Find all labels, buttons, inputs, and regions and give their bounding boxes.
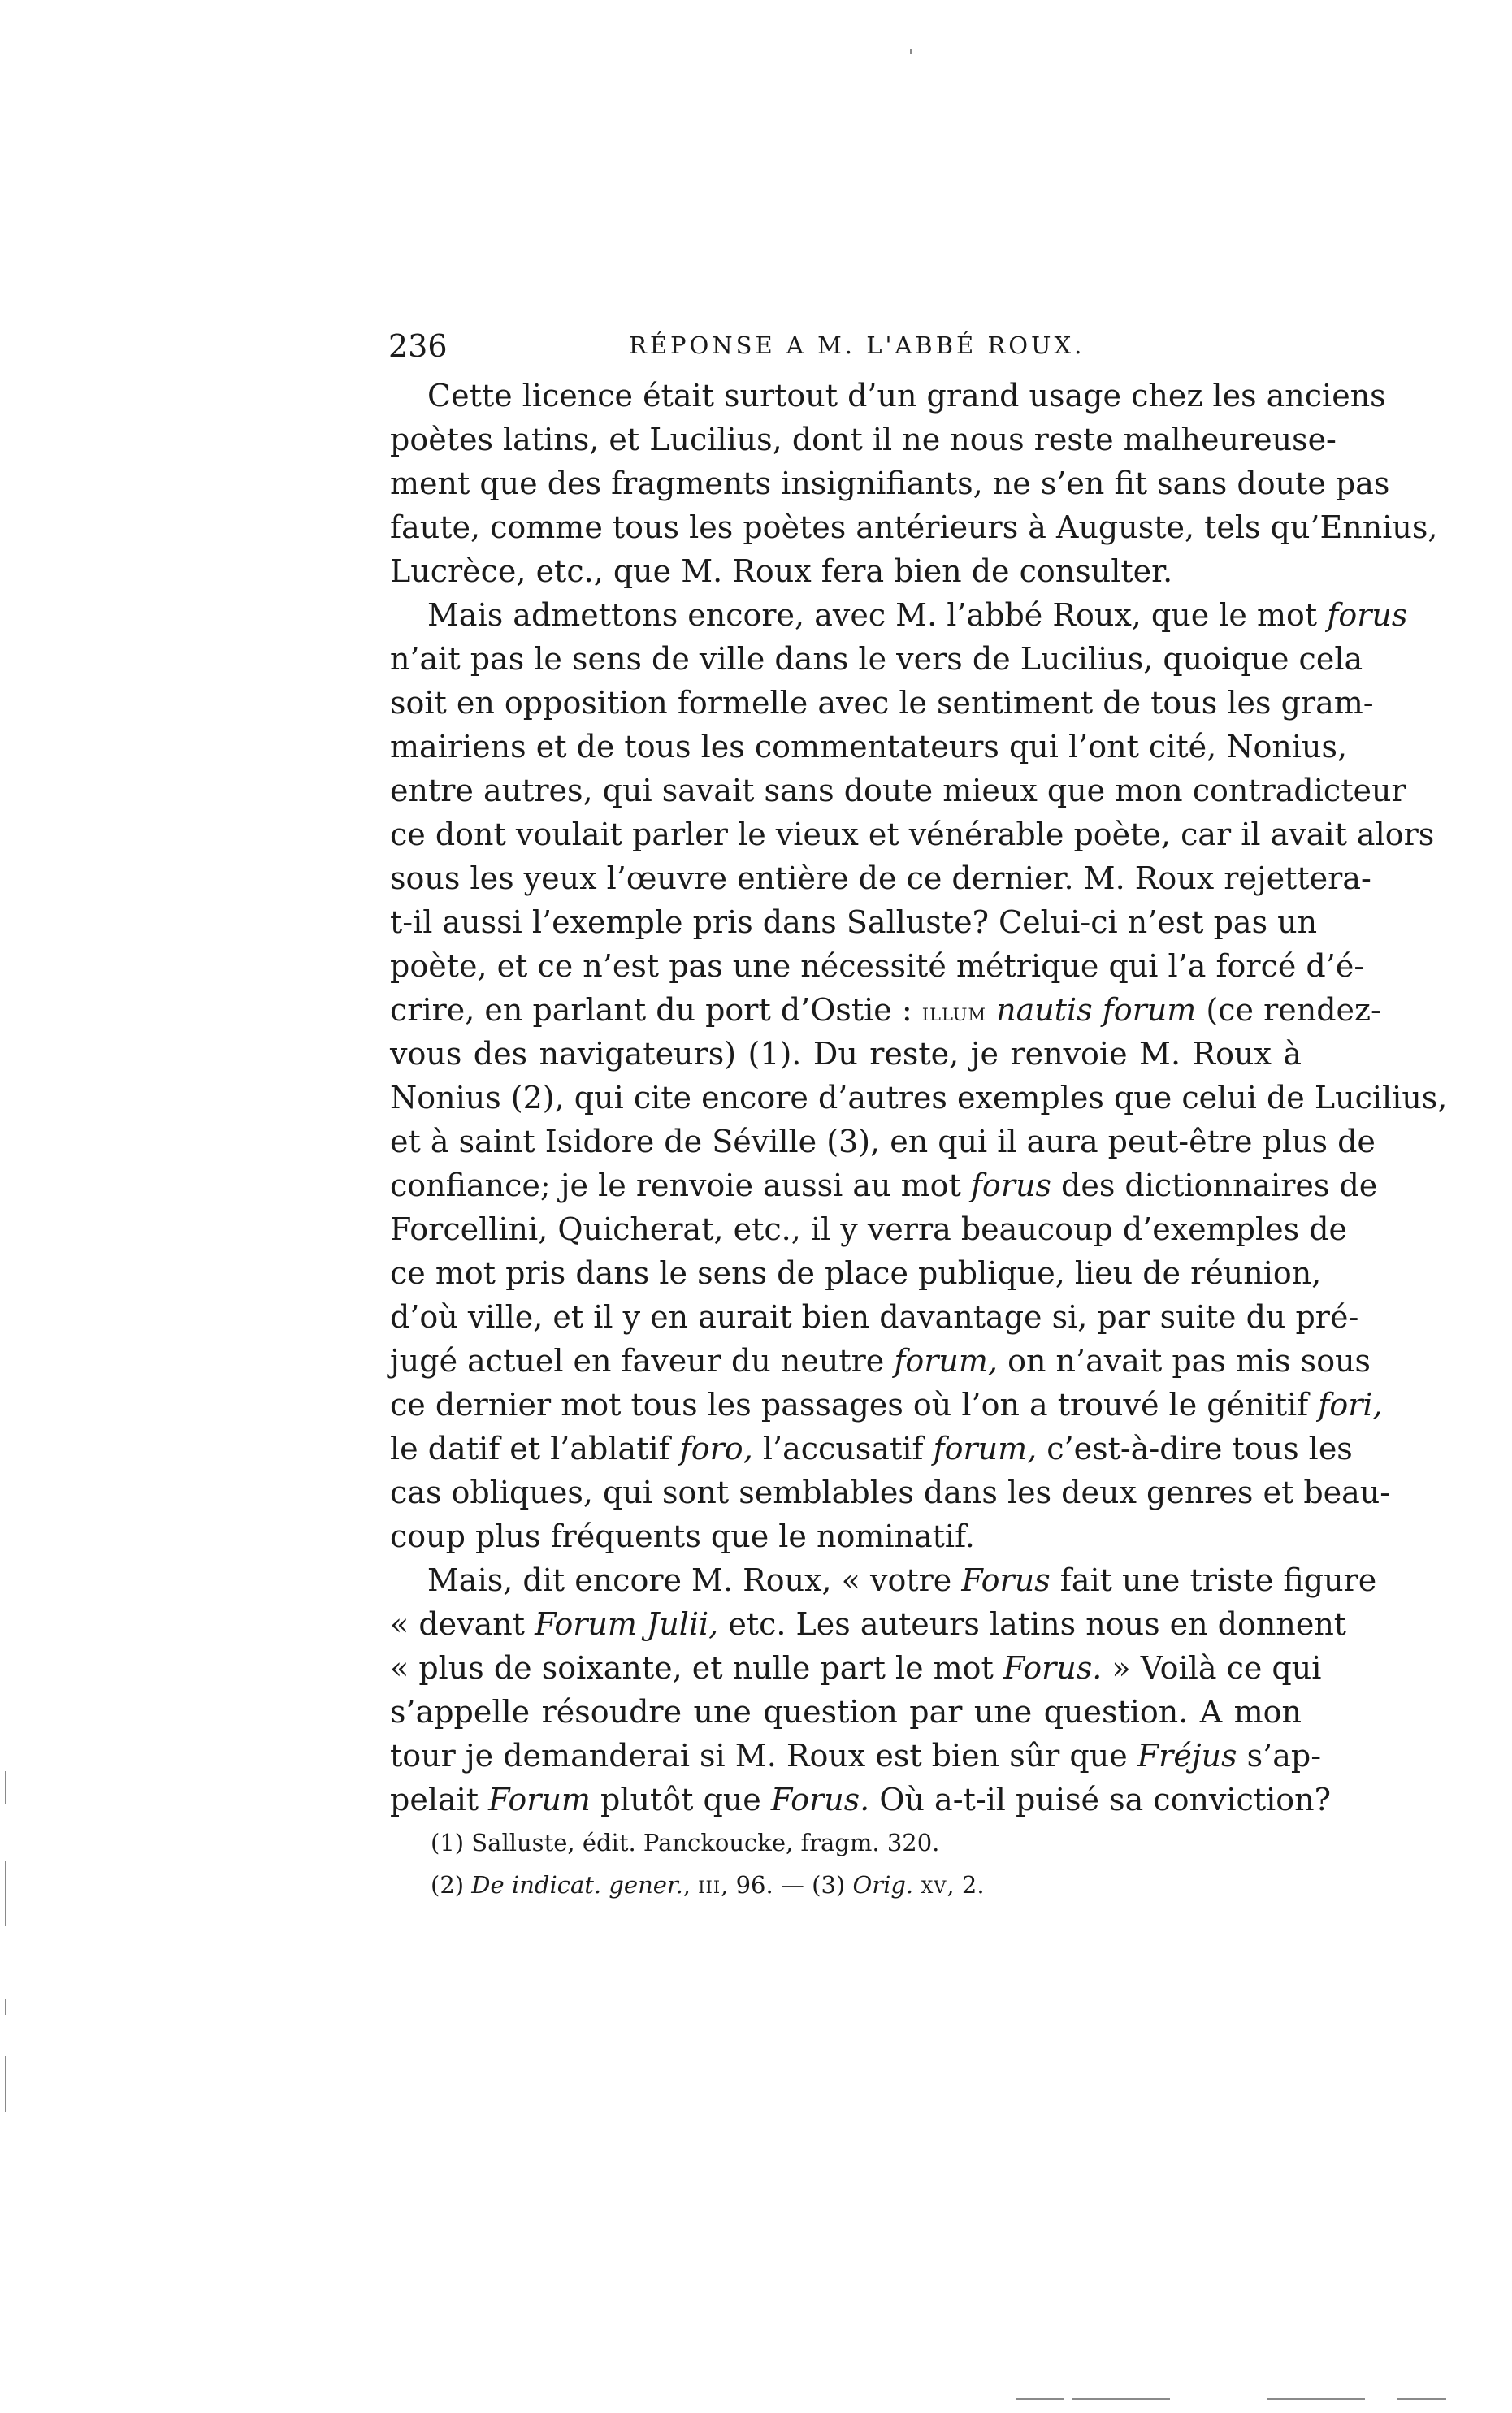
scan-mark: [5, 2056, 6, 2112]
italic-word: Forus: [961, 1562, 1051, 1598]
text-line: n’ait pas le sens de ville dans le vers de Lucilius, quoique cela: [390, 641, 1363, 677]
italic-word: foro,: [679, 1431, 753, 1466]
text-span: tour je demanderai si M. Roux est bien sûr que: [390, 1738, 1137, 1774]
scan-mark: [1016, 2398, 1064, 2400]
small-caps-word: iii: [698, 1871, 721, 1900]
text-span: pelait: [390, 1782, 489, 1817]
text-line: ce mot pris dans le sens de place publique, lieu de réunion,: [390, 1255, 1322, 1291]
text-span: Mais, dit encore M. Roux, « votre: [427, 1562, 962, 1598]
italic-word: forum,: [894, 1343, 999, 1379]
page-header: [388, 328, 1306, 377]
text-line: poètes latins, et Lucilius, dont il ne nous reste malheureuse-: [390, 422, 1337, 457]
text-span: [913, 1871, 921, 1899]
text-span: » Voilà ce qui: [1102, 1650, 1322, 1686]
text-line: [390, 988, 1381, 1032]
scan-mark: [1072, 2398, 1170, 2400]
footnote-2: [431, 1864, 1292, 1906]
small-caps-word: xv: [921, 1871, 947, 1900]
text-span: ,: [682, 1871, 699, 1899]
text-line: sous les yeux l’œuvre entière de ce dernier. M. Roux rejettera-: [390, 860, 1371, 896]
text-span: « devant: [390, 1606, 535, 1642]
text-line: [390, 1602, 1347, 1646]
italic-word: fori,: [1318, 1387, 1383, 1423]
text-line: mairiens et de tous les commentateurs qui l’ont cité, Nonius,: [390, 729, 1348, 765]
text-line: ment que des fragments insignifiants, ne s’en fit sans doute pas: [390, 466, 1390, 501]
text-span: Où a-t-il puisé sa conviction?: [869, 1782, 1331, 1817]
text-span: etc. Les auteurs latins nous en donnent: [718, 1606, 1347, 1642]
text-span: jugé actuel en faveur du neutre: [390, 1343, 895, 1379]
text-line: [390, 1163, 1378, 1207]
text-span: (2): [431, 1871, 472, 1899]
scan-mark: [5, 1999, 6, 2015]
text-line: [390, 1427, 1353, 1471]
text-line: [390, 1734, 1322, 1778]
scan-mark: [5, 1861, 6, 1926]
scan-mark: [910, 49, 912, 54]
text-span: le datif et l’ablatif: [390, 1431, 680, 1466]
text-span: crire, en parlant du port d’Ostie :: [390, 992, 922, 1028]
small-caps-word: illum: [921, 999, 987, 1027]
text-line: Nonius (2), qui cite encore d’autres exemples que celui de Lucilius,: [390, 1080, 1448, 1116]
footnotes: [431, 1822, 1292, 1906]
text-span: plutôt que: [590, 1782, 771, 1817]
scan-mark: [1397, 2398, 1446, 2400]
text-line: cas obliques, qui sont semblables dans les deux genres et beau-: [390, 1475, 1391, 1510]
italic-word: Fréjus: [1137, 1738, 1237, 1774]
italic-word: Forus.: [1003, 1650, 1103, 1686]
italic-word: forus: [1327, 597, 1408, 633]
footnote-1: (1) Salluste, édit. Panckoucke, fragm. 320.: [431, 1829, 940, 1856]
text-line: [390, 593, 1408, 637]
text-line: s’appelle résoudre une question par une question. A mon: [390, 1694, 1302, 1730]
text-span: confiance; je le renvoie aussi au mot: [390, 1168, 971, 1203]
text-line: [390, 1383, 1383, 1427]
text-line: [390, 1339, 1371, 1383]
text-line: d’où ville, et il y en aurait bien davantage si, par suite du pré-: [390, 1299, 1359, 1335]
text-line: soit en opposition formelle avec le sentiment de tous les gram-: [390, 685, 1374, 721]
text-line: Forcellini, Quicherat, etc., il y verra beaucoup d’exemples de: [390, 1211, 1348, 1247]
scan-mark: [5, 1771, 6, 1804]
text-span: on n’avait pas mis sous: [998, 1343, 1371, 1379]
text-line: coup plus fréquents que le nominatif.: [390, 1518, 975, 1554]
text-span: c’est-à-dire tous les: [1037, 1431, 1353, 1466]
italic-word: Forum: [488, 1782, 591, 1817]
text-line: Lucrèce, etc., que M. Roux fera bien de consulter.: [390, 553, 1173, 589]
running-title: RÉPONSE A M. L'ABBÉ ROUX.: [629, 331, 1085, 359]
text-line: [390, 1778, 1331, 1822]
text-line: ce dont voulait parler le vieux et vénérable poète, car il avait alors: [390, 817, 1435, 852]
text-span: « plus de soixante, et nulle part le mot: [390, 1650, 1003, 1686]
italic-word: forus: [970, 1168, 1051, 1203]
text-span: , 96. — (3): [721, 1871, 853, 1899]
text-line: vous des navigateurs) (1). Du reste, je renvoie M. Roux à: [390, 1036, 1302, 1072]
text-line: entre autres, qui savait sans doute mieux que mon contradicteur: [390, 773, 1406, 808]
body-text: [390, 374, 1448, 1822]
text-span: s’ap-: [1237, 1738, 1322, 1774]
text-line: et à saint Isidore de Séville (3), en qui il aura peut-être plus de: [390, 1124, 1376, 1159]
text-line: t-il aussi l’exemple pris dans Salluste? Celui-ci n’est pas un: [390, 904, 1318, 940]
text-line: [390, 1558, 1377, 1602]
italic-word: forum,: [933, 1431, 1038, 1466]
text-span: (ce rendez-: [1196, 992, 1381, 1028]
italic-word: Forus.: [770, 1782, 870, 1817]
italic-word: nautis forum: [986, 992, 1197, 1028]
italic-word: Orig.: [852, 1871, 914, 1899]
text-line: [390, 1646, 1322, 1690]
page-number: 236: [388, 328, 448, 364]
text-span: l’accusatif: [752, 1431, 934, 1466]
text-span: Mais admettons encore, avec M. l’abbé Roux, que le mot: [427, 597, 1328, 633]
text-span: ce dernier mot tous les passages où l’on a trouvé le génitif: [390, 1387, 1319, 1423]
text-span: , 2.: [947, 1871, 985, 1899]
text-line: Cette licence était surtout d’un grand usage chez les anciens: [427, 378, 1386, 414]
italic-word: De indicat. gener.: [471, 1871, 683, 1899]
text-line: faute, comme tous les poètes antérieurs à Auguste, tels qu’Ennius,: [390, 509, 1438, 545]
italic-word: Forum Julii,: [535, 1606, 719, 1642]
text-span: des dictionnaires de: [1051, 1168, 1378, 1203]
text-span: fait une triste figure: [1050, 1562, 1377, 1598]
text-line: poète, et ce n’est pas une nécessité métrique qui l’a forcé d’é-: [390, 948, 1365, 984]
scan-mark: [1267, 2398, 1365, 2400]
